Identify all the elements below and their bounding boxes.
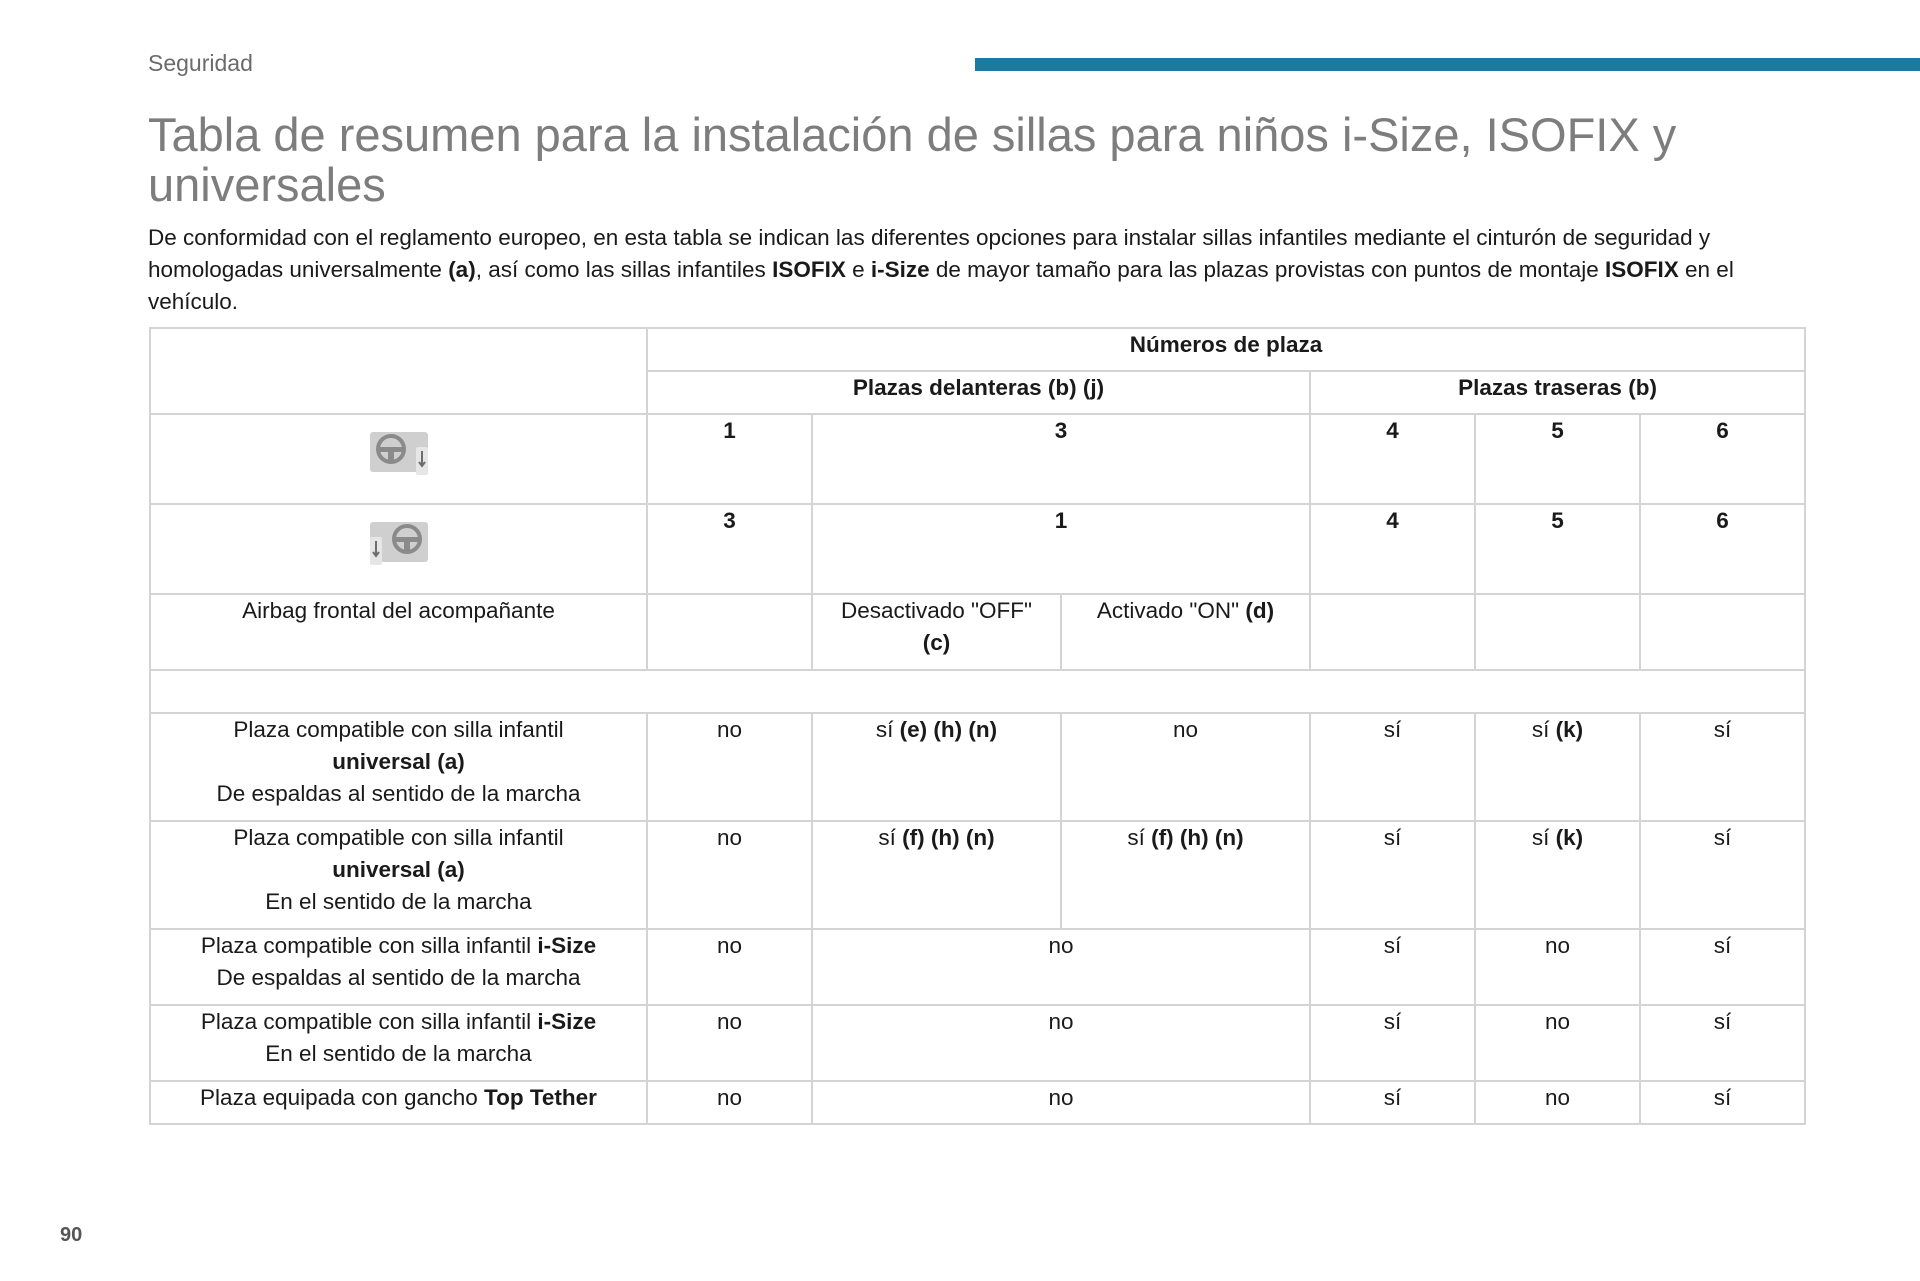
table-cell: sí bbox=[1640, 821, 1805, 929]
airbag-cell-empty bbox=[1640, 594, 1805, 670]
table-cell: no bbox=[1475, 1005, 1640, 1081]
table-cell: sí bbox=[1640, 929, 1805, 1005]
seat-numbers-header: Números de plaza bbox=[647, 328, 1805, 371]
header-empty-cell bbox=[150, 328, 647, 414]
seat-number: 3 bbox=[812, 414, 1310, 504]
table-row bbox=[150, 821, 1805, 929]
seat-number: 1 bbox=[812, 504, 1310, 594]
table-row bbox=[150, 1005, 1805, 1081]
table-cell: sí (f) (h) (n) bbox=[812, 821, 1061, 929]
seat-number: 4 bbox=[1310, 504, 1475, 594]
table-cell: sí (k) bbox=[1475, 821, 1640, 929]
seat-number: 6 bbox=[1640, 414, 1805, 504]
row-label: Plaza compatible con silla infantil universal (a) De espaldas al sentido de la marcha bbox=[150, 713, 647, 821]
spacer-row bbox=[150, 670, 1805, 713]
table-cell: no bbox=[647, 1081, 812, 1124]
airbag-label: Airbag frontal del acompañante bbox=[150, 594, 647, 670]
table-cell: sí bbox=[1640, 1005, 1805, 1081]
table-row bbox=[150, 929, 1805, 1005]
table-cell: no bbox=[1061, 713, 1310, 821]
row-label: Plaza compatible con silla infantil i-Size En el sentido de la marcha bbox=[150, 1005, 647, 1081]
page-number: 90 bbox=[60, 1224, 83, 1246]
table-cell: sí bbox=[1310, 1081, 1475, 1124]
table-cell: sí bbox=[1310, 713, 1475, 821]
table-cell: sí bbox=[1640, 713, 1805, 821]
table-cell: no bbox=[647, 1005, 812, 1081]
table-cell: no bbox=[812, 1081, 1310, 1124]
table-row bbox=[150, 504, 1805, 594]
table-row bbox=[150, 414, 1805, 504]
table-cell: sí (e) (h) (n) bbox=[812, 713, 1061, 821]
seat-number: 6 bbox=[1640, 504, 1805, 594]
table-cell: sí bbox=[1310, 929, 1475, 1005]
seat-number: 5 bbox=[1475, 414, 1640, 504]
table-cell: sí (k) bbox=[1475, 713, 1640, 821]
seat-number: 1 bbox=[647, 414, 812, 504]
table-cell: no bbox=[812, 1005, 1310, 1081]
table-cell: no bbox=[647, 713, 812, 821]
table-cell: no bbox=[647, 929, 812, 1005]
airbag-cell-empty bbox=[647, 594, 812, 670]
airbag-cell-empty bbox=[1475, 594, 1640, 670]
table-row bbox=[150, 713, 1805, 821]
left-hand-drive-car-icon bbox=[364, 429, 434, 481]
section-label: Seguridad bbox=[148, 50, 253, 76]
table-cell: no bbox=[1475, 1081, 1640, 1124]
airbag-row bbox=[150, 594, 1805, 670]
table-row bbox=[150, 1081, 1805, 1124]
table-cell: no bbox=[647, 821, 812, 929]
row-label: Plaza compatible con silla infantil universal (a) En el sentido de la marcha bbox=[150, 821, 647, 929]
table-header-row bbox=[150, 328, 1805, 371]
page-title: Tabla de resumen para la instalación de sillas para niños i-Size, ISOFIX y universales bbox=[148, 108, 1677, 211]
airbag-on-cell: Activado "ON" (d) bbox=[1061, 594, 1310, 670]
airbag-off-cell: Desactivado "OFF" (c) bbox=[812, 594, 1061, 670]
table-cell: no bbox=[1475, 929, 1640, 1005]
front-seats-header: Plazas delanteras (b) (j) bbox=[647, 371, 1310, 414]
header-accent-bar bbox=[975, 58, 1920, 71]
airbag-cell-empty bbox=[1310, 594, 1475, 670]
table-cell: no bbox=[812, 929, 1310, 1005]
row-label: Plaza equipada con gancho Top Tether bbox=[150, 1081, 647, 1124]
table-cell: sí bbox=[1640, 1081, 1805, 1124]
intro-paragraph: De conformidad con el reglamento europeo, en esta tabla se indican las diferentes opciones para instalar sillas infantiles mediante el cinturón de seguridad y homologadas universalmente (a), así como las sillas infantiles ISOFIX e i-Size de mayor tamaño para las plazas provistas con puntos de montaje ISOFIX en el vehículo. bbox=[148, 225, 1734, 314]
seat-number: 5 bbox=[1475, 504, 1640, 594]
seat-number: 4 bbox=[1310, 414, 1475, 504]
seat-number: 3 bbox=[647, 504, 812, 594]
right-hand-drive-car-icon bbox=[364, 519, 434, 571]
rear-seats-header: Plazas traseras (b) bbox=[1310, 371, 1805, 414]
table-cell: sí (f) (h) (n) bbox=[1061, 821, 1310, 929]
lhd-icon-cell bbox=[150, 414, 647, 504]
row-label: Plaza compatible con silla infantil i-Size De espaldas al sentido de la marcha bbox=[150, 929, 647, 1005]
table-cell: sí bbox=[1310, 821, 1475, 929]
table-cell: sí bbox=[1310, 1005, 1475, 1081]
rhd-icon-cell bbox=[150, 504, 647, 594]
child-seat-summary-table bbox=[149, 327, 1806, 1125]
